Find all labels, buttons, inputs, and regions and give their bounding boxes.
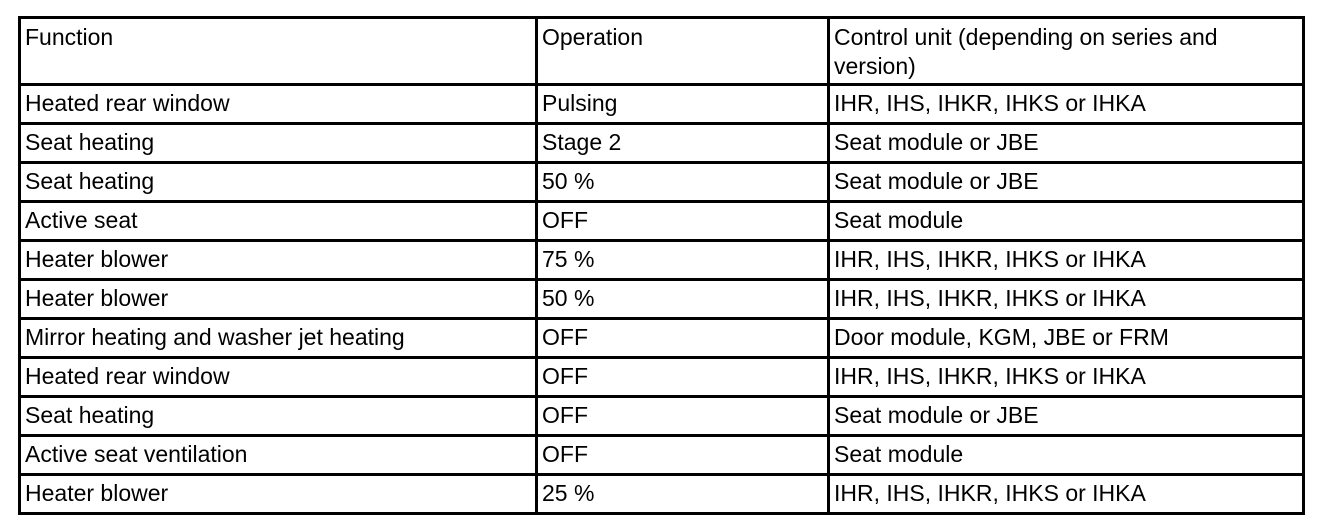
control-unit-cell: IHR, IHS, IHKR, IHKS or IHKA (829, 241, 1304, 280)
table-row (20, 85, 1304, 124)
function-cell: Seat heating (20, 397, 537, 436)
table-row (20, 241, 1304, 280)
operation-cell: 50 % (537, 280, 829, 319)
control-unit-cell: IHR, IHS, IHKR, IHKS or IHKA (829, 280, 1304, 319)
control-unit-cell: Door module, KGM, JBE or FRM (829, 319, 1304, 358)
control-unit-cell: IHR, IHS, IHKR, IHKS or IHKA (829, 358, 1304, 397)
table-row (20, 163, 1304, 202)
operation-cell: Stage 2 (537, 124, 829, 163)
operation-cell: 25 % (537, 475, 829, 514)
operation-cell: Pulsing (537, 85, 829, 124)
table-row (20, 202, 1304, 241)
column-header-function: Function (20, 18, 537, 85)
function-cell: Heater blower (20, 241, 537, 280)
function-cell: Mirror heating and washer jet heating (20, 319, 537, 358)
table-header-row (20, 18, 1304, 85)
operation-cell: 50 % (537, 163, 829, 202)
control-unit-cell: Seat module (829, 202, 1304, 241)
function-cell: Seat heating (20, 124, 537, 163)
function-cell: Active seat (20, 202, 537, 241)
control-unit-cell: IHR, IHS, IHKR, IHKS or IHKA (829, 475, 1304, 514)
operation-cell: OFF (537, 202, 829, 241)
function-operation-table (18, 16, 1305, 515)
control-unit-cell: Seat module or JBE (829, 163, 1304, 202)
control-unit-cell: Seat module or JBE (829, 397, 1304, 436)
table-row (20, 124, 1304, 163)
function-cell: Heater blower (20, 475, 537, 514)
column-header-control-unit: Control unit (depending on series and version) (829, 18, 1304, 85)
function-cell: Heater blower (20, 280, 537, 319)
operation-cell: OFF (537, 436, 829, 475)
control-unit-cell: IHR, IHS, IHKR, IHKS or IHKA (829, 85, 1304, 124)
function-cell: Active seat ventilation (20, 436, 537, 475)
table-row (20, 397, 1304, 436)
control-unit-cell: Seat module (829, 436, 1304, 475)
table-row (20, 436, 1304, 475)
column-header-operation: Operation (537, 18, 829, 85)
table-row (20, 358, 1304, 397)
table-row (20, 319, 1304, 358)
table-row (20, 475, 1304, 514)
operation-cell: OFF (537, 319, 829, 358)
function-cell: Seat heating (20, 163, 537, 202)
operation-cell: OFF (537, 397, 829, 436)
table-row (20, 280, 1304, 319)
function-cell: Heated rear window (20, 358, 537, 397)
operation-cell: 75 % (537, 241, 829, 280)
function-cell: Heated rear window (20, 85, 537, 124)
operation-cell: OFF (537, 358, 829, 397)
control-unit-cell: Seat module or JBE (829, 124, 1304, 163)
